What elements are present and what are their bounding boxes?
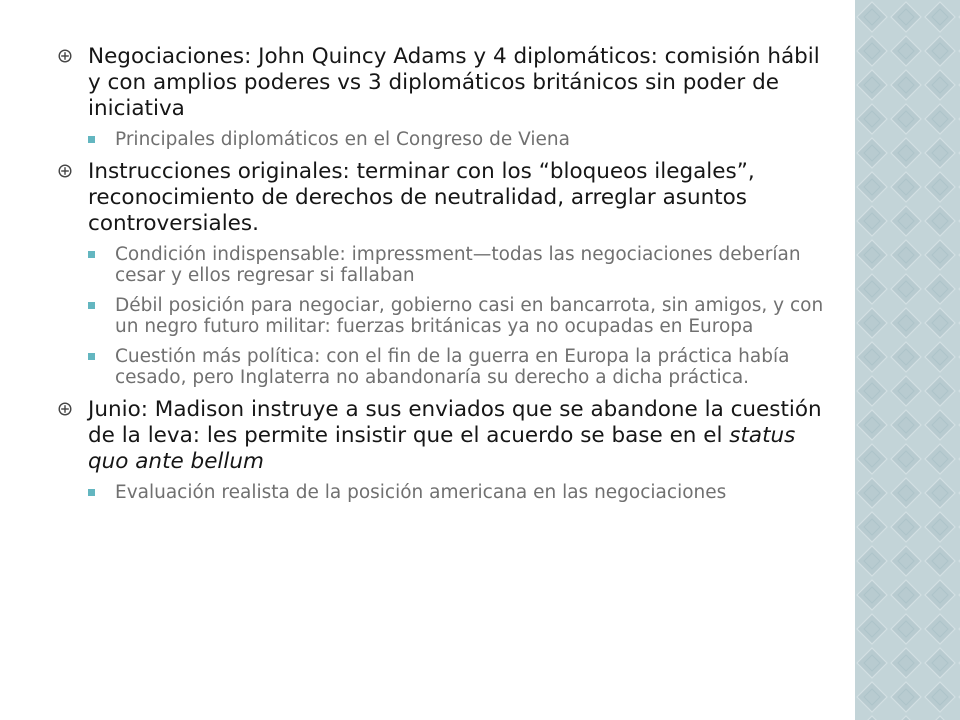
bullet-item — [58, 397, 828, 475]
bullet-text: Negociaciones: John Quincy Adams y 4 diplomáticos: comisión hábil y con amplios poderes vs 3 diplomáticos británicos sin poder de iniciativa — [88, 44, 820, 121]
square-bullet-icon — [88, 251, 95, 258]
bullet-item — [58, 44, 828, 122]
decorative-side-panel — [855, 0, 960, 720]
square-bullet-icon — [88, 353, 95, 360]
square-bullet-icon — [88, 489, 95, 496]
sub-bullet-item — [58, 244, 828, 286]
square-bullet-icon — [88, 136, 95, 143]
sub-bullet-text: Cuestión más política: con el fin de la guerra en Europa la práctica había cesado, pero Inglaterra no abandonaría su derecho a dicha práctica. — [115, 346, 790, 388]
sub-bullet-text: Principales diplomáticos en el Congreso de Viena — [115, 129, 570, 150]
circled-plus-bullet-icon — [58, 402, 72, 416]
square-bullet-icon — [88, 302, 95, 309]
sub-bullet-item — [58, 346, 828, 388]
bullet-text: Instrucciones originales: terminar con los “bloqueos ilegales”, reconocimiento de derechos de neutralidad, arreglar asuntos controversiales. — [88, 159, 755, 236]
sub-bullet-text: Evaluación realista de la posición americana en las negociaciones — [115, 482, 727, 503]
sub-bullet-text: Débil posición para negociar, gobierno casi en bancarrota, sin amigos, y con un negro futuro militar: fuerzas británicas ya no ocupadas en Europa — [115, 295, 824, 337]
bullet-italic-text: status quo ante bellum — [88, 423, 796, 474]
circled-plus-bullet-icon — [58, 49, 72, 63]
bullet-list — [58, 44, 828, 512]
diamond-pattern — [855, 0, 960, 720]
bullet-item — [58, 159, 828, 237]
sub-bullet-item — [58, 129, 828, 150]
circled-plus-bullet-icon — [58, 164, 72, 178]
sub-bullet-text: Condición indispensable: impressment—todas las negociaciones deberían cesar y ellos regresar si fallaban — [115, 244, 801, 286]
sub-bullet-item — [58, 295, 828, 337]
sub-bullet-item — [58, 482, 828, 503]
bullet-text: Junio: Madison instruye a sus enviados que se abandone la cuestión de la leva: les permite insistir que el acuerdo se base en el — [88, 397, 822, 448]
